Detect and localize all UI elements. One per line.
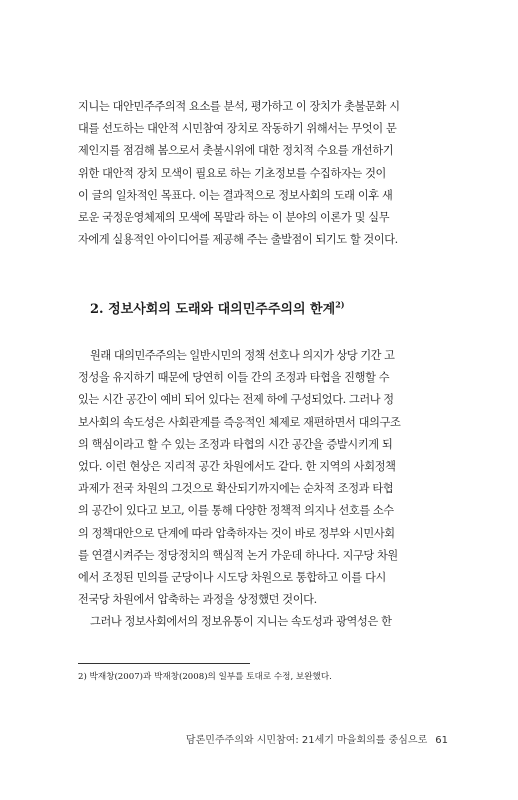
text-line: 정성을 유지하기 때문에 당연히 이들 간의 조정과 타협을 진행할 수 [78,371,390,385]
text-line: 의 핵심이라고 할 수 있는 조정과 타협의 시간 공간을 증발시키게 되 [78,437,393,451]
text-line: 로운 국정운영체제의 모색에 목말라 하는 이 분야의 이론가 및 실무 [78,210,390,224]
section-title: 정보사회의 도래와 대의민주주의의 한계 [108,302,336,317]
text-line: 자에게 실용적인 아이디어를 제공해 주는 출발점이 되기도 할 것이다. [78,233,398,247]
text-line: 를 연결시켜주는 정당정치의 핵심적 논거 가운데 하나다. 지구당 차원 [78,548,398,562]
text-line: 위한 대안적 장치 모색이 필요로 하는 기초정보를 수집하자는 것이 [78,166,386,180]
text-line: 이 글의 일차적인 목표다. 이는 결과적으로 정보사회의 도래 이후 새 [78,188,393,202]
text-line: 전국당 차원에서 압축하는 과정을 상정했던 것이다. [78,593,317,607]
running-footer [186,731,448,746]
running-footer-title: 담론민주주의와 시민참여: 21세기 마을회의를 중심으로 [185,735,428,746]
text-line: 있는 시간 공간이 예비 되어 있다는 전제 하에 구성되었다. 그러나 정 [78,393,394,407]
footnote-divider [78,663,250,664]
text-line: 과제가 전국 차원의 그것으로 확산되기까지에는 순차적 조정과 타협 [78,482,394,496]
section-number: 2. [90,302,104,317]
paragraph-intro [78,96,446,251]
text-line: 었다. 이런 현상은 지리적 공간 차원에서도 같다. 한 지역의 사회정책 [78,459,396,473]
footnote-reference: 2) [335,299,345,310]
text-line: 그러나 정보사회에서의 정보유통이 지니는 속도성과 광역성은 한 [90,615,392,629]
text-line: 제인지를 점검해 봄으로서 촛불시위에 대한 정치적 수요를 개선하기 [78,144,394,158]
text-line: 의 정책대안으로 단계에 따라 압축하자는 것이 바로 정부와 시민사회 [78,526,395,540]
footnote: 2) 박재창(2007)과 박재창(2008)의 일부를 토대로 수정, 보완했다. [78,672,332,682]
text-line: 대를 선도하는 대안적 시민참여 장치로 작동하기 위해서는 무엇이 문 [78,122,397,136]
text-line: 보사회의 속도성은 사회관계를 즉응적인 체제로 재편하면서 대의구조 [78,415,401,429]
text-line: 원래 대의민주주의는 일반시민의 정책 선호나 의지가 상당 기간 고 [90,349,395,362]
text-line: 지니는 대안민주주의적 요소를 분석, 평가하고 이 장치가 촛불문화 시 [78,100,400,113]
text-line: 의 공간이 있다고 보고, 이를 통해 다양한 정책적 의지나 선호를 소수 [78,504,394,518]
section-heading [90,298,345,317]
page-number: 61 [435,735,448,746]
paragraph-body [78,345,446,633]
text-line: 에서 조정된 민의를 군당이나 시도당 차원으로 통합하고 이를 다시 [78,570,386,584]
